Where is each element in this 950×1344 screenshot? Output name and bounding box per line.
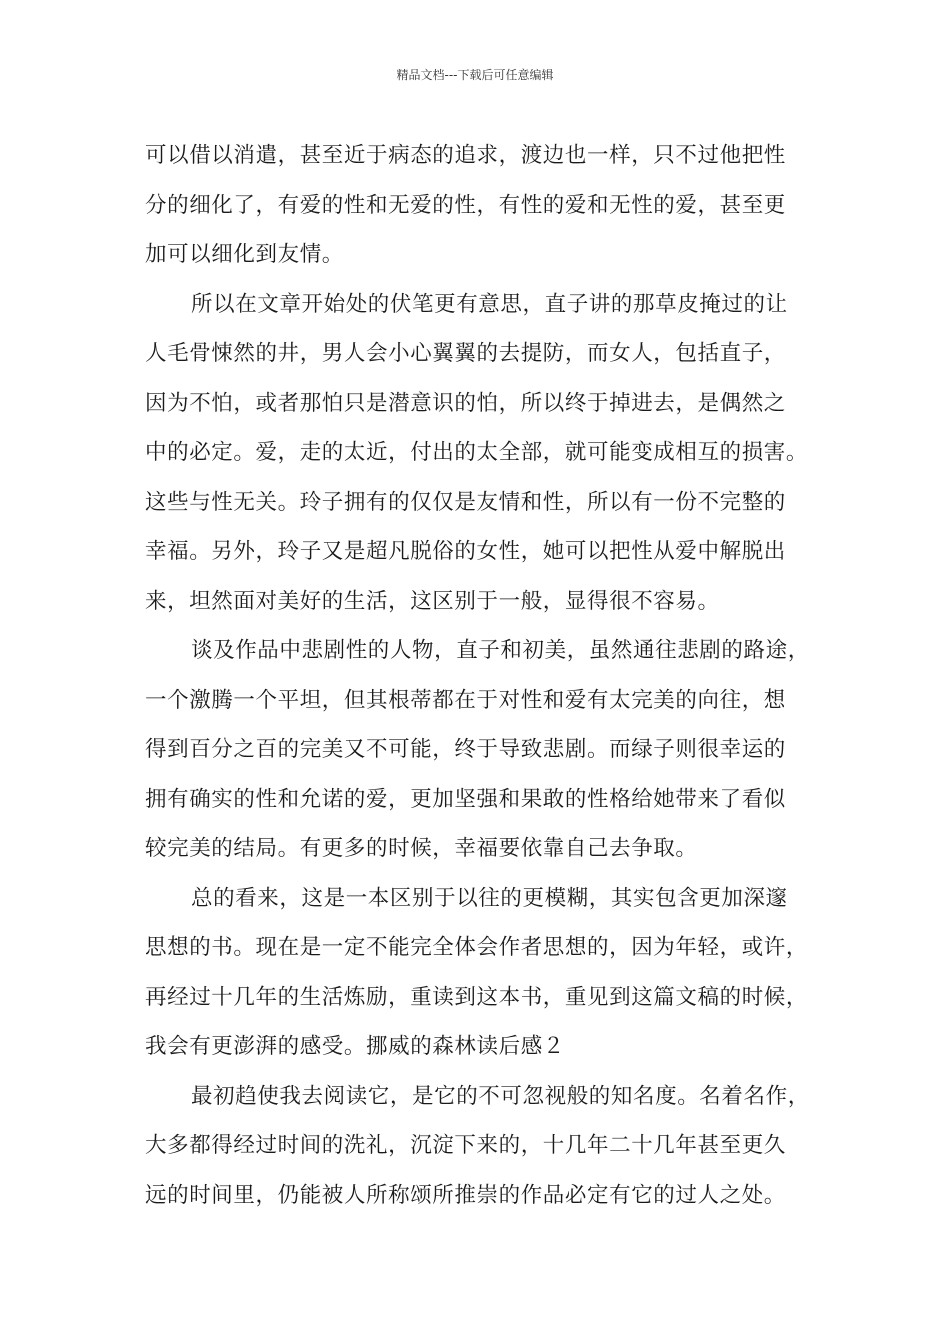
text-line: 加可以细化到友情。 — [145, 242, 344, 267]
text-line: 再经过十几年的生活炼励，重读到这本书，重见到这篇文稿的时候， — [145, 984, 809, 1010]
paragraph-start-line: 总的看来，这是一本区别于以往的更模糊，其实包含更加深邃 — [191, 885, 788, 911]
text-line: 幸福。另外，玲子又是超凡脱俗的女性，她可以把性从爱中解脱出 — [145, 539, 786, 564]
text-line: 思想的书。现在是一定不能完全体会作者思想的，因为年轻，或许， — [145, 935, 809, 960]
text-line: 一个激腾一个平坦，但其根蒂都在于对性和爱有太完美的向往，想 — [145, 687, 786, 713]
text-line: 中的必定。爱，走的太近，付出的太全部，就可能变成相互的损害。 — [145, 440, 809, 465]
paragraph-start-line: 最初趋使我去阅读它，是它的不可忽视般的知名度。名着名作， — [191, 1083, 810, 1109]
text-line: 远的时间里，仍能被人所称颂所推崇的作品必定有它的过人之处。 — [145, 1182, 786, 1208]
text-line: 较完美的结局。有更多的时候，幸福要依靠自己去争取。 — [145, 836, 698, 861]
text-line: 分的细化了，有爱的性和无爱的性，有性的爱和无性的爱，甚至更 — [145, 192, 786, 218]
text-line: 我会有更澎湃的感受。挪威的森林读后感２ — [145, 1034, 565, 1059]
paragraph-start-line: 所以在文章开始处的伏笔更有意思，直子讲的那草皮掩过的让 — [191, 291, 788, 317]
text-line: 可以借以消遣，甚至近于病态的追求，渡边也一样，只不过他把性 — [145, 143, 786, 168]
paragraph-start-line: 谈及作品中悲剧性的人物，直子和初美，虽然通往悲剧的路途， — [191, 638, 810, 663]
text-line: 得到百分之百的完美又不可能，终于导致悲剧。而绿子则很幸运的 — [145, 737, 786, 762]
text-line: 拥有确实的性和允诺的爱，更加坚强和果敢的性格给她带来了看似 — [145, 786, 786, 812]
text-line: 人毛骨悚然的井，男人会小心翼翼的去提防，而女人，包括直子， — [145, 341, 786, 366]
text-line: 这些与性无关。玲子拥有的仅仅是友情和性，所以有一份不完整的 — [145, 489, 786, 515]
page-header: 精品文档---下载后可任意编辑 — [396, 68, 554, 82]
text-line: 大多都得经过时间的洗礼，沉淀下来的，十几年二十几年甚至更久 — [145, 1133, 786, 1158]
text-line: 来，坦然面对美好的生活，这区别于一般，显得很不容易。 — [145, 588, 720, 614]
document-body — [145, 131, 835, 1220]
text-line: 因为不怕，或者那怕只是潜意识的怕，所以终于掉进去，是偶然之 — [145, 390, 786, 416]
